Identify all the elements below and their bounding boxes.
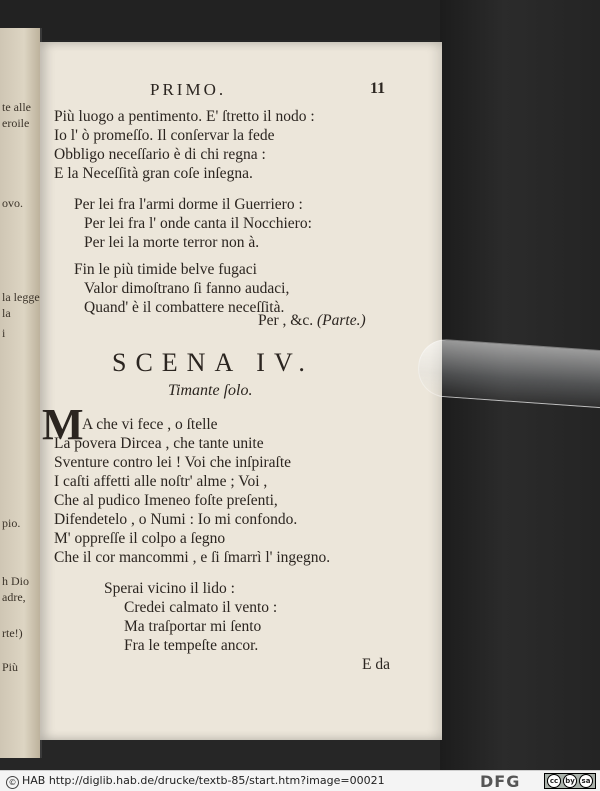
- scene-subtitle: Timante ſolo.: [168, 382, 253, 399]
- dfg-logo-icon[interactable]: DFG: [480, 772, 521, 791]
- cc-license-badge[interactable]: [544, 773, 596, 789]
- book-page: [40, 42, 442, 740]
- recitative-line: La povera Dircea , che tante unite: [54, 435, 264, 452]
- exit-line: [258, 312, 366, 330]
- aria-line: Fra le tempeſte ancor.: [124, 637, 259, 654]
- copyright-icon: ©: [6, 776, 19, 789]
- text-line: E la Neceſſità gran coſe inſegna.: [54, 165, 253, 182]
- stage-direction: (Parte.): [316, 312, 366, 329]
- recitative-line: Difendetelo , o Numi : Io mi confondo.: [54, 511, 298, 528]
- recitative-line: Che al pudico Imeneo foſte preſenti,: [54, 492, 278, 509]
- aria-line: Per lei la morte terror non à.: [84, 234, 260, 251]
- drop-cap: M: [42, 400, 84, 449]
- aria-line: Per lei fra l'armi dorme il Guerriero :: [74, 196, 303, 213]
- left-fragment: eroile: [2, 116, 30, 130]
- footer-credit: [6, 774, 385, 789]
- page-number: 11: [370, 80, 386, 97]
- recitative-line: Che il cor mancommi , e ſi ſmarrì l' ingegno.: [54, 549, 331, 566]
- recitative-line: Sventure contro lei ! Voi che inſpiraſte: [54, 454, 292, 471]
- text-line: Io l' ò promeſſo. Il conſervar la fede: [54, 127, 275, 144]
- left-fragment: te alle: [2, 100, 31, 114]
- aria-line: Ma traſportar mi ſento: [124, 618, 262, 635]
- cc-icon: cc: [547, 774, 561, 788]
- aria-line: Per lei fra l' onde canta il Nocchiero:: [84, 215, 312, 232]
- aria-line: Quand' è il combattere neceſſità.: [84, 299, 285, 316]
- aria-line: Credei calmato il vento :: [124, 599, 278, 616]
- running-head: PRIMO.: [150, 80, 227, 99]
- viewer-footer: [0, 770, 600, 791]
- left-fragment: h Dio: [2, 574, 29, 588]
- aria-line: Fin le più timide belve fugaci: [74, 261, 257, 278]
- aria-line: Valor dimoſtrano ſi fanno audaci,: [84, 280, 290, 297]
- text-line: Più luogo a pentimento. E' ſtretto il nodo :: [54, 108, 315, 125]
- aria-line: Sperai vicino il lido :: [104, 580, 235, 597]
- left-fragment: i: [2, 326, 6, 340]
- recitative-line: A che vi fece , o ſtelle: [82, 416, 218, 433]
- exit-line-text: Per , &c.: [258, 312, 314, 329]
- scene-heading: SCENA IV.: [112, 348, 314, 377]
- left-fragment: la legge: [2, 290, 40, 304]
- text-line: Obbligo neceſſario è di chi regna :: [54, 146, 266, 163]
- recitative-line: I caſti affetti alle noſtr' alme ; Voi ,: [54, 473, 268, 490]
- by-icon: by: [563, 774, 577, 788]
- recitative-line: M' oppreſſe il colpo a ſegno: [54, 530, 226, 547]
- left-fragment: rte!): [2, 626, 23, 640]
- left-facing-page-fragment: [0, 28, 42, 758]
- source-link[interactable]: HAB http://diglib.hab.de/drucke/textb-85/start.htm?image=00021: [22, 774, 385, 787]
- sa-icon: sa: [579, 774, 593, 788]
- left-fragment: ovo.: [2, 196, 23, 210]
- left-fragment: adre,: [2, 590, 26, 604]
- left-fragment: Più: [2, 660, 19, 674]
- left-fragment: pio.: [2, 516, 21, 530]
- catchword: E da: [362, 656, 390, 673]
- left-fragment: la: [2, 306, 11, 320]
